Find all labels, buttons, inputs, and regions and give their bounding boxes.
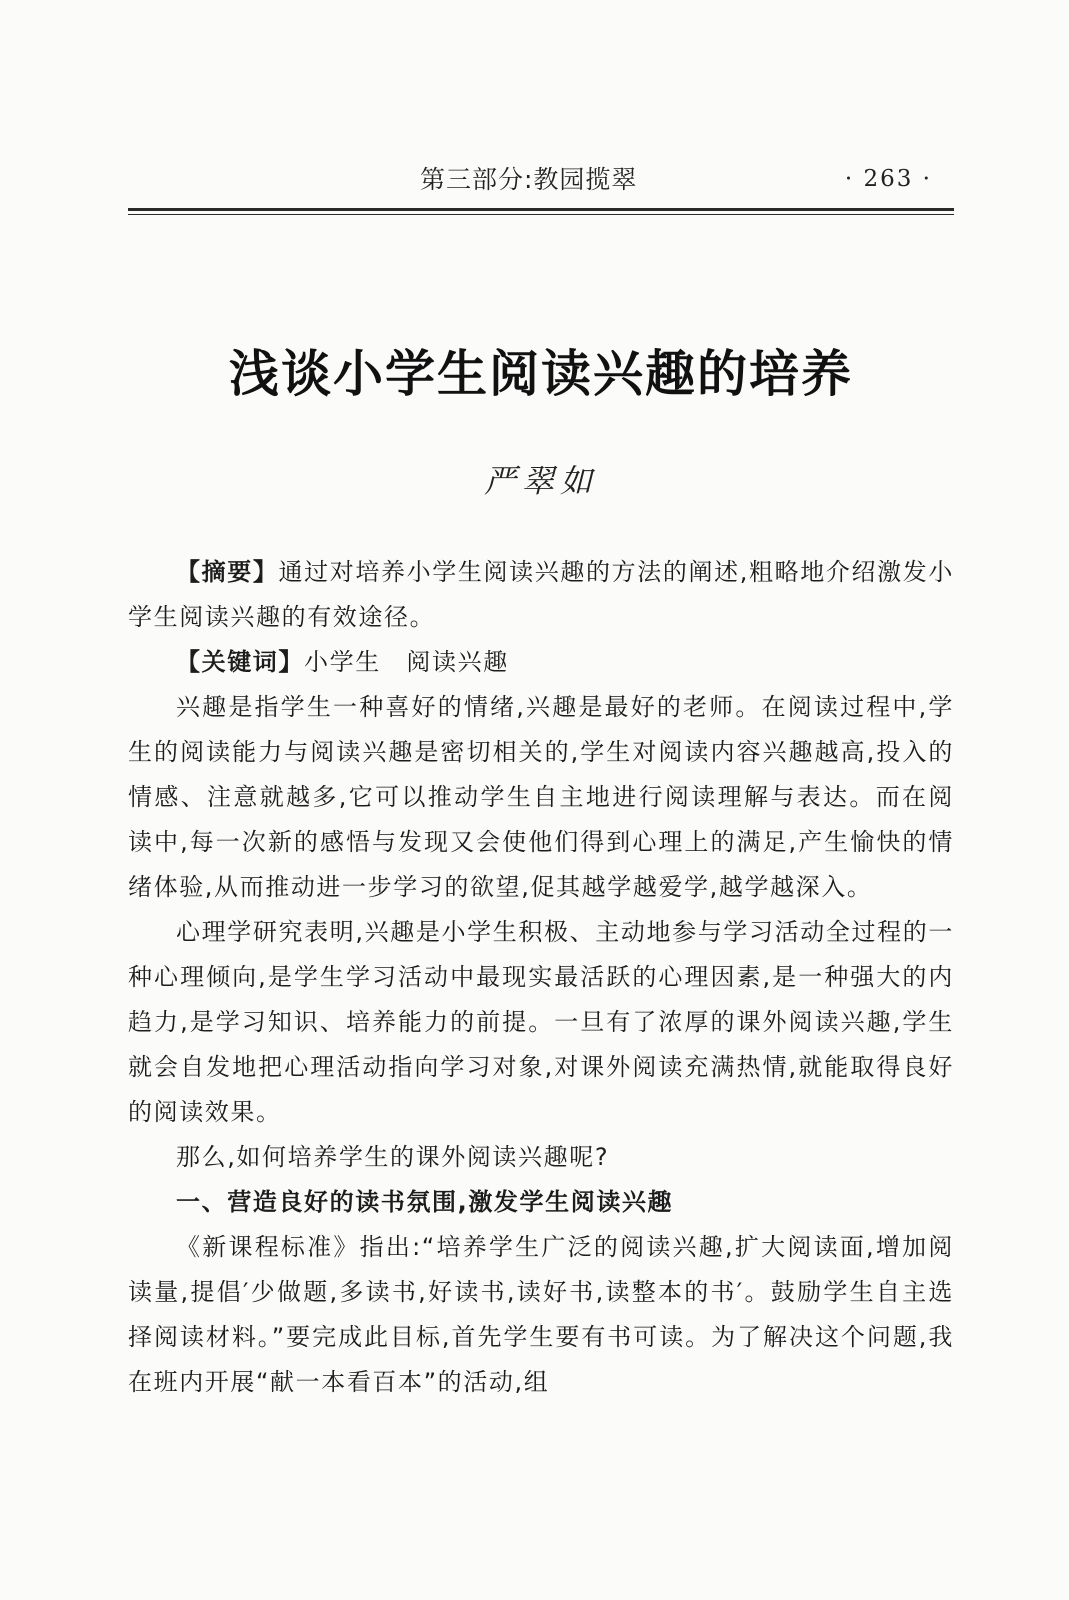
body-paragraph: 心理学研究表明,兴趣是小学生积极、主动地参与学习活动全过程的一种心理倾向,是学生学习活动中最现实最活跃的心理因素,是一种强大的内趋力,是学习知识、培养能力的前提。一旦有了浓厚的课外阅读兴趣,学生就会自发地把心理活动指向学习对象,对课外阅读充满热情,就能取得良好的阅读效果。 xyxy=(128,918,954,1126)
section-heading: 一、营造良好的读书氛围,激发学生阅读兴趣 xyxy=(176,1188,674,1216)
body-paragraph: 那么,如何培养学生的课外阅读兴趣呢? xyxy=(176,1143,610,1171)
body-paragraph: 兴趣是指学生一种喜好的情绪,兴趣是最好的老师。在阅读过程中,学生的阅读能力与阅读兴趣是密切相关的,学生对阅读内容兴趣越高,投入的情感、注意就越多,它可以推动学生自主地进行阅读理解与表达。而在阅读中,每一次新的感悟与发现又会使他们得到心理上的满足,产生愉快的情绪体验,从而推动进一步学习的欲望,促其越学越爱学,越学越深入。 xyxy=(128,693,954,901)
keywords-label: 【关键词】 xyxy=(176,648,304,676)
header-rule-thick xyxy=(128,208,954,211)
article-title: 浅谈小学生阅读兴趣的培养 xyxy=(229,344,853,403)
header-rule-thin xyxy=(128,214,954,215)
body-paragraph: 《新课程标准》指出:“培养学生广泛的阅读兴趣,扩大阅读面,增加阅读量,提倡′少做题,多读书,好读书,读好书,读整本的书′。鼓励学生自主选择阅读材料。”要完成此目标,首先学生要有书可读。为了解决这个问题,我在班内开展“献一本看百本”的活动,组 xyxy=(128,1233,954,1396)
keywords-paragraph xyxy=(128,640,954,685)
abstract-label: 【摘要】 xyxy=(176,558,279,586)
abstract-paragraph xyxy=(128,550,954,640)
section-name: 第三部分:教园揽翠 xyxy=(420,165,638,194)
running-header xyxy=(128,160,954,204)
keywords-text: 小学生 阅读兴趣 xyxy=(304,648,509,676)
abstract-text: 通过对培养小学生阅读兴趣的方法的阐述,粗略地介绍激发小学生阅读兴趣的有效途径。 xyxy=(128,558,955,631)
author-name: 严翠如 xyxy=(483,462,598,500)
article-body xyxy=(128,550,954,1405)
page-number: · 263 · xyxy=(844,166,932,192)
